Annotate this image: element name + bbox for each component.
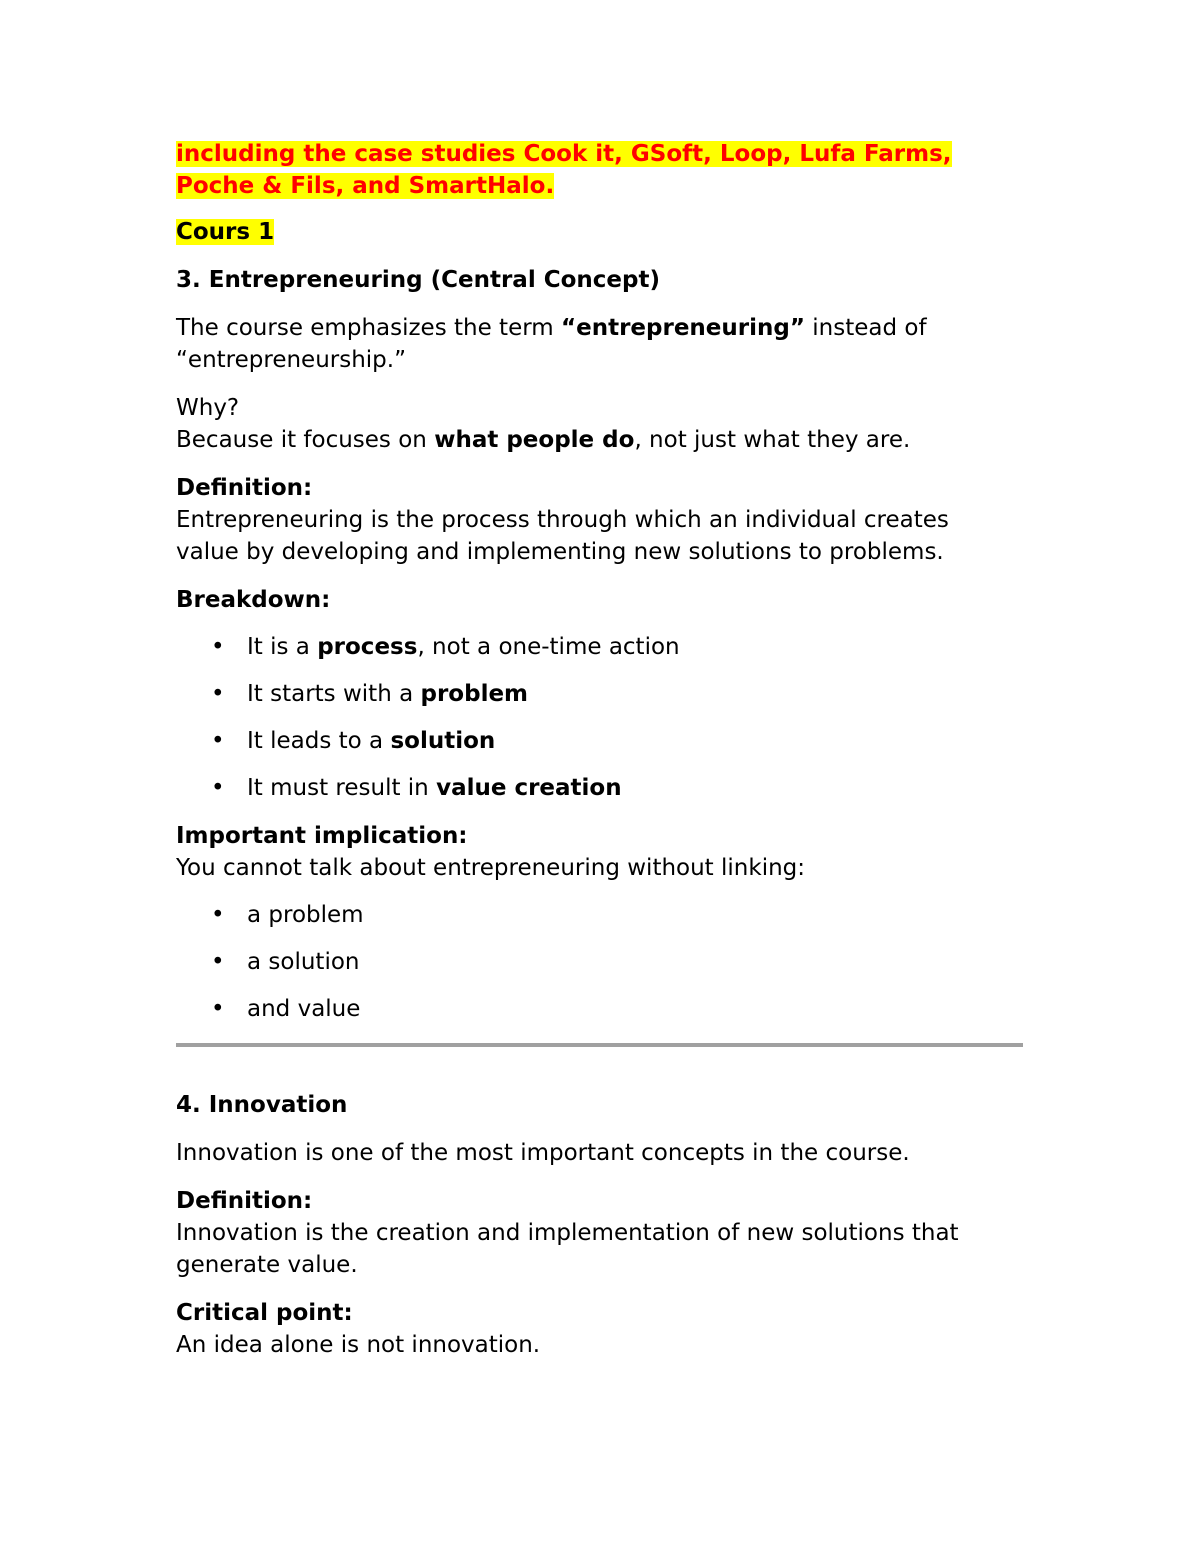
list-item	[176, 946, 1026, 978]
definition-line-1: Innovation is the creation and implementation of new solutions that	[176, 1220, 959, 1246]
section4-definition-paragraph	[176, 1185, 1026, 1281]
bullet-icon: •	[211, 681, 225, 707]
item-text: It is a	[247, 634, 318, 660]
item-bold: process	[317, 634, 418, 660]
section4-heading: 4. Innovation	[176, 1092, 348, 1118]
definition-label: Definition:	[176, 475, 313, 501]
bullet-icon: •	[211, 902, 225, 928]
course-label: Cours 1	[176, 219, 275, 245]
list-item	[176, 725, 1026, 757]
definition-line-2: generate value.	[176, 1252, 358, 1278]
why-text: Why?	[176, 395, 240, 421]
emphasis-line-2: “entrepreneurship.”	[176, 347, 406, 373]
horizontal-divider	[176, 1043, 1023, 1047]
emphasis-post: instead of	[804, 315, 927, 341]
list-item	[176, 678, 1026, 710]
list-item	[176, 899, 1026, 931]
because-bold: what people do	[434, 427, 635, 453]
intro-line-1: including the case studies Cook it, GSoft, Loop, Lufa Farms,	[176, 141, 952, 167]
because-post: , not just what they are.	[634, 427, 911, 453]
critical-label: Critical point:	[176, 1300, 353, 1326]
critical-text: An idea alone is not innovation.	[176, 1332, 541, 1358]
bullet-icon: •	[211, 949, 225, 975]
breakdown-label: Breakdown:	[176, 587, 331, 613]
item-text: a problem	[247, 902, 364, 928]
document-page	[176, 138, 1026, 1361]
bullet-icon: •	[211, 996, 225, 1022]
item-text: It leads to a	[247, 728, 391, 754]
intro-paragraph	[176, 138, 1026, 202]
section3-definition-paragraph	[176, 472, 1026, 568]
bullet-icon: •	[211, 775, 225, 801]
list-item	[176, 631, 1026, 663]
emphasis-pre: The course emphasizes the term	[176, 315, 561, 341]
item-text-post: , not a one-time action	[417, 634, 680, 660]
breakdown-list	[176, 631, 1026, 804]
item-text: and value	[247, 996, 361, 1022]
item-bold: value creation	[436, 775, 622, 801]
section3-heading: 3. Entrepreneuring (Central Concept)	[176, 267, 660, 293]
critical-point-paragraph	[176, 1297, 1026, 1361]
because-pre: Because it focuses on	[176, 427, 435, 453]
list-item	[176, 993, 1026, 1025]
bullet-icon: •	[211, 634, 225, 660]
course-label-paragraph	[176, 216, 1026, 248]
intro-line-2: Poche & Fils, and SmartHalo.	[176, 173, 555, 199]
item-text: It starts with a	[247, 681, 421, 707]
bullet-icon: •	[211, 728, 225, 754]
item-text: a solution	[247, 949, 360, 975]
links-list	[176, 899, 1026, 1025]
item-bold: problem	[420, 681, 529, 707]
why-paragraph	[176, 392, 1026, 456]
definition-label: Definition:	[176, 1188, 313, 1214]
implication-paragraph	[176, 820, 1026, 884]
item-text: It must result in	[247, 775, 437, 801]
definition-line-2: value by developing and implementing new solutions to problems.	[176, 539, 944, 565]
implication-text: You cannot talk about entrepreneuring without linking:	[176, 855, 806, 881]
implication-label: Important implication:	[176, 823, 468, 849]
list-item	[176, 772, 1026, 804]
section3-emphasis-paragraph	[176, 312, 1026, 376]
section4-intro: Innovation is one of the most important concepts in the course.	[176, 1140, 910, 1166]
item-bold: solution	[390, 728, 496, 754]
emphasis-term: “entrepreneuring”	[561, 315, 805, 341]
definition-line-1: Entrepreneuring is the process through which an individual creates	[176, 507, 949, 533]
